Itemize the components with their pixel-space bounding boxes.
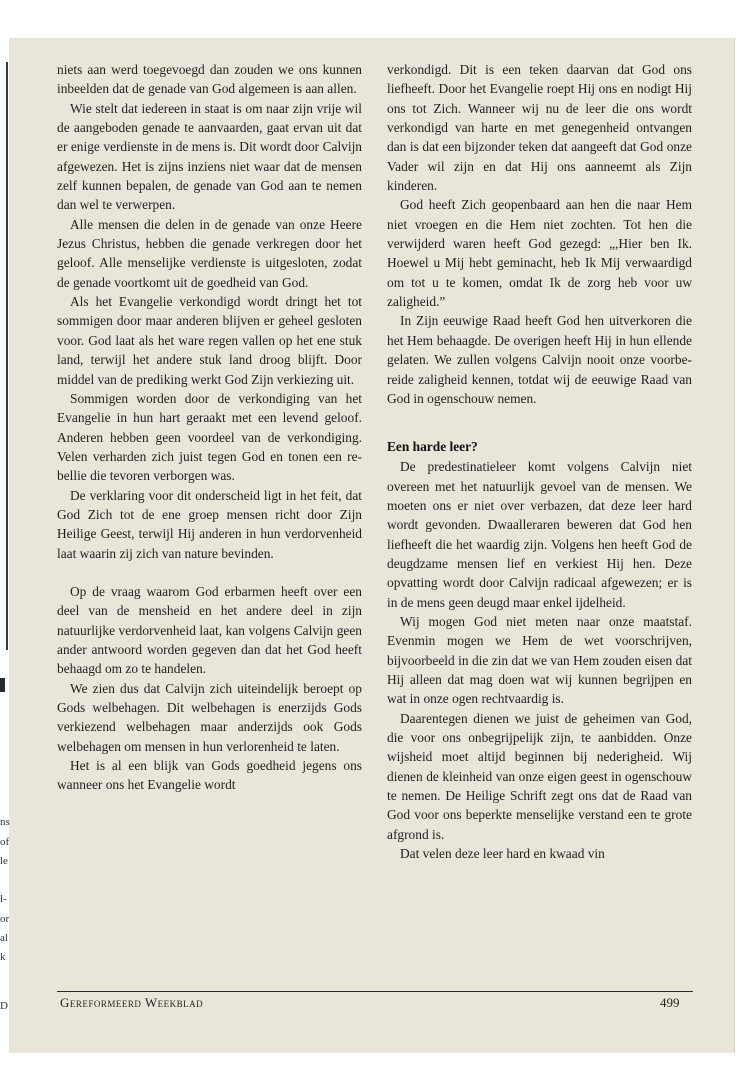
- paragraph: Het is al een blijk van Gods goedheid jegens ons wanneer ons het Evangelie wordt: [57, 758, 362, 793]
- paragraph: God heeft Zich geopenbaard aan hen die naar Hem niet vroegen en die Hem niet zochten. Tot hen die verwijderd waren heeft God gezegd: „,Hier ben Ik. Hoewel u Mij hebt geminacht, heb Ik Mij verwaardigd om tot u te komen, omdat Ik de zorg heb voor uw zaligheid.”: [387, 197, 692, 310]
- page-number: 499: [660, 995, 680, 1010]
- paragraph: Alle mensen die delen in de genade van onze Heere Jezus Christus, hebben die genade verkregen door het geloof. Alle menselijke verdienste is uitgesloten, zodat de genade voortkomt uit de goedheid van God.: [57, 216, 362, 290]
- paragraph: Op de vraag waarom God erbarmen heeft over een deel van de mensheid en het andere deel in zijn natuurlijke verdorvenheid laat, kan volgens Calvijn geen ander antwoord worden gegeven dan dat het God heeft behaagd om zo te handelen.: [57, 583, 362, 677]
- paragraph: Wie stelt dat iedereen in staat is om naar zijn vrije wil de aangeboden genade te aanvaarden, gaat ervan uit dat er enige verdienste in de mens is. Dit wordt door Calvijn afgewezen. Het is zijns inziens niet waar dat de mensen zelf kunnen bepalen, de genade van God aan te nemen dan wel te verwerpen.: [57, 100, 362, 213]
- left-column: [57, 60, 362, 795]
- paragraph: De verklaring voor dit onderscheid ligt in het feit, dat God Zich tot de ene groep mensen richt door Zijn Heilige Geest, terwijl Hij anderen in hun verdorvenheid laat waarin zij zich van nature bevinden.: [57, 487, 362, 561]
- paragraph: Sommigen worden door de verkondiging van het Evangelie in hun hart geraakt met een levend geloof. Anderen hebben geen voordeel van de verkondiging. Velen verharden zich juist tegen God en tonen een rebellie die tevoren verborgen was.: [57, 390, 362, 484]
- adjacent-text-fragment: l-: [0, 893, 7, 905]
- paragraph: De predestinatieleer komt volgens Calvijn niet overeen met het natuurlijk gevoel van de mensen. We moeten ons er niet over verbazen, dat deze leer hard wordt gevonden. Dwaalleraren beweren dat God hen liefheeft die het waardig zijn. Volgens hen heeft God de deugdzame mensen lief en verkiest Hij hen. Deze opvatting wordt door Calvijn radicaal afgewezen; er is in de mens geen deugd maar enkel ijdelheid.: [387, 459, 692, 610]
- adjacent-text-fragment: D: [0, 1000, 8, 1012]
- publication-title: Gereformeerd Weekblad: [60, 995, 204, 1010]
- adjacent-text-fragment: of: [0, 836, 10, 848]
- adjacent-text-fragment: le: [0, 855, 8, 867]
- right-column: [387, 60, 692, 863]
- adjacent-page-edge: [0, 0, 9, 1068]
- adjacent-text-fragment: al: [0, 932, 8, 944]
- paragraph: Wij mogen God niet meten naar onze maatstaf. Evenmin mogen we Hem de wet voorschrijven, bijvoorbeeld in die zin dat we van Hem zouden eisen dat Hij alleen dat mag doen wat wij kunnen begrijpen en wat in onze ogen rechtvaardig is.: [387, 613, 692, 707]
- adjacent-page-rule: [2, 62, 8, 650]
- adjacent-text-fragment: or: [0, 913, 10, 925]
- paragraph: niets aan werd toegevoegd dan zouden we ons kunnen inbeelden dat de genade van God algemeen is aan allen.: [57, 62, 362, 97]
- adjacent-text-fragment: ns: [0, 816, 10, 828]
- section-heading: Een harde leer?: [387, 439, 478, 455]
- footer-rule: [57, 991, 693, 992]
- paragraph: Dat velen deze leer hard en kwaad vin: [400, 846, 605, 862]
- paragraph: We zien dus dat Calvijn zich uiteindelijk beroept op Gods welbehagen. Dit welbehagen is enerzijds Gods verkiezend welbehagen maar anderzijds ook Gods welbehagen om mensen in hun verlorenheid te laten.: [57, 680, 362, 754]
- paragraph: In Zijn eeuwige Raad heeft God hen uitverkoren die het Hem behaagde. De overigen heeft Hij in hun ellende gelaten. We zullen volgens Calvijn nooit onze voorbereide zaligheid kennen, totdat wij de eeuwige Raad van God in ogenschouw nemen.: [387, 313, 692, 406]
- paragraph: Daarentegen dienen we juist de geheimen van God, die voor ons onbegrijpelijk zijn, te aanbidden. Onze wijsheid moet altijd beginnen bij nederigheid. Wij dienen de kleinheid van onze eigen geest in ogenschouw te nemen. De Heilige Schrift zegt ons dat de Raad van God voor ons beperkte menselijke verstand een te grote afgrond is.: [387, 710, 692, 842]
- paragraph: Als het Evangelie verkondigd wordt dringt het tot sommigen door maar anderen blijven er geheel gesloten voor. God laat als het ware regen vallen op het ene stuk land, terwijl het andere stuk land droog blijft. Door middel van de prediking werkt God Zijn verkiezing uit.: [57, 294, 362, 387]
- paragraph: verkondigd. Dit is een teken daarvan dat God ons liefheeft. Door het Evangelie roept Hij ons en nodigt Hij ons tot Zich. Wanneer wij nu de leer die ons wordt verkondigd van harte en met genegenheid ontvangen dan is dat een bijzonder teken dat aangeeft dat God onze Vader wil zijn en dat Hij ons aanneemt als Zijn kinderen.: [387, 62, 692, 194]
- adjacent-text-fragment: k: [0, 951, 6, 963]
- adjacent-page-mark: [0, 678, 5, 692]
